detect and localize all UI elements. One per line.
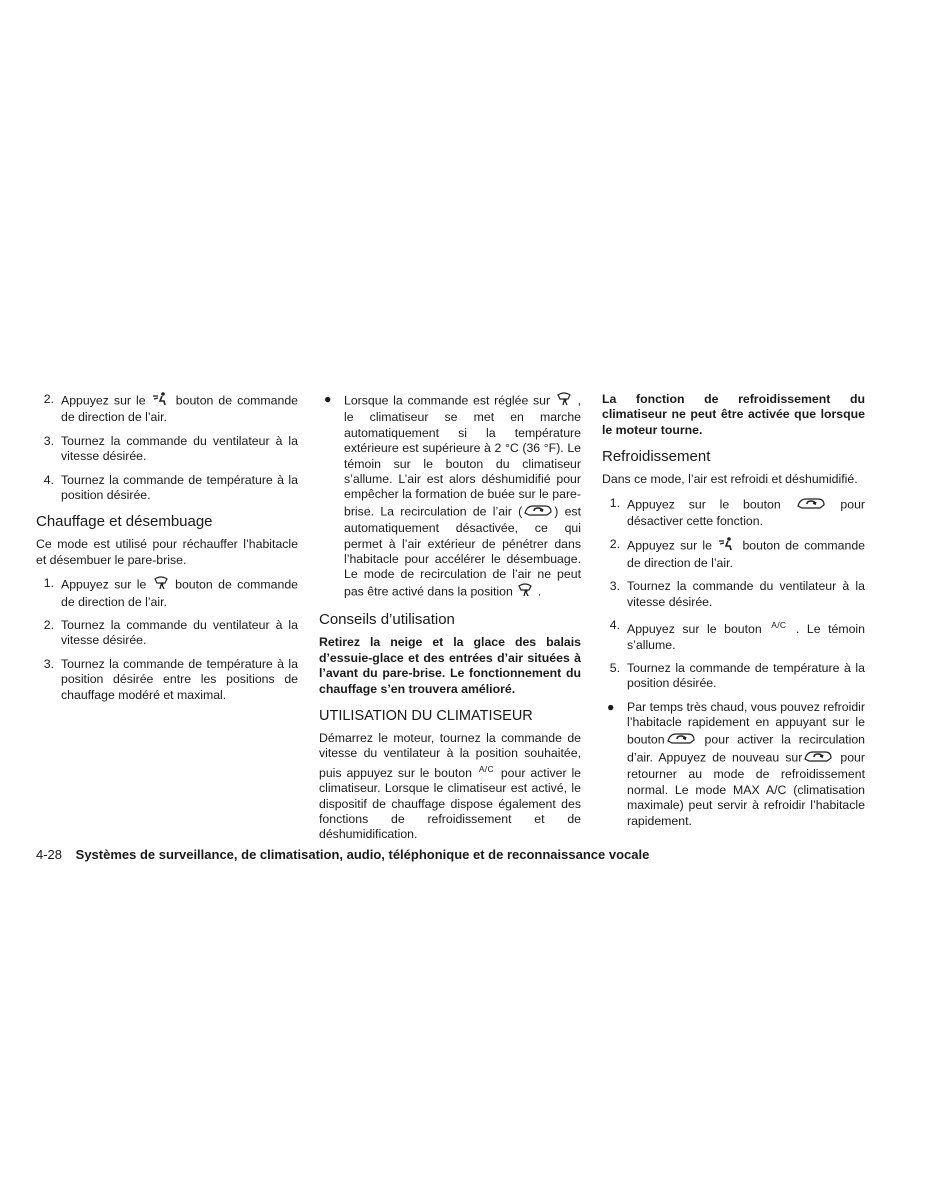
vent-direction-icon <box>718 537 736 555</box>
ac-button-label: A/C <box>771 620 787 631</box>
list-item: 4. Appuyez sur le bouton A/C . Le témoin s’allume. <box>609 618 866 652</box>
defrost-floor-icon <box>556 392 572 410</box>
section-heading: Conseils d’utilisation <box>319 611 455 629</box>
bullet-item: ● Par temps très chaud, vous pouvez refroidir l’habitacle rapidement en appuyant sur le bouton pour activer la recirculation d’air. Appuyez de nouveau sur pour retourner au mode de refroidissement normal. Le mode MAX A/C (climatisation maximale) peut servir à refroidir l’habitacle rapidement. <box>607 699 865 828</box>
list-item: 2. Appuyez sur le bouton de commande de direction de l’air. <box>609 537 866 570</box>
list-item: 1. Appuyez sur le bouton de commande de direction de l’air. <box>43 576 299 609</box>
section-heading: Refroidissement <box>602 448 711 466</box>
list-item: 1. Appuyez sur le bouton pour désactiver cette fonction. <box>609 495 866 529</box>
list-item: 2. Appuyez sur le bouton de commande de direction de l’air. <box>43 392 299 425</box>
bullet-item: ● Lorsque la commande est réglée sur , le climatiseur se met en marche automatiquement si la température extérieure est supérieure à 2 °C (36 °F). Le témoin sur le bouton du climatiseur s’allume. L’air est alors déshumidifié pour empêcher la formation de buée sur le pare-brise. La recirculation de l’air ( ) est automatiquement désactivée, ce qui permet à l’air extérieur de pénétrer dans l’habitacle pour accélérer le désembuage. Le mode de recirculation de l’air ne peut pas être activé dans la position . <box>319 392 581 601</box>
page-footer <box>36 847 896 863</box>
bold-note: Retirez la neige et la glace des balais d’essuie-glace et des entrées d’air situées à l’avant du pare-brise. Le fonctionnement du chauffage s’en trouvera amélioré. <box>319 635 581 696</box>
bullet: ● <box>324 392 332 406</box>
paragraph: Démarrez le moteur, tournez la commande de vitesse du ventilateur à la position souhaitée, puis appuyez sur le bouton A/C pour activer le climatiseur. Lorsque le climatiseur est activé, le dispositif de chauffage dispose également des fonctions de refroidissement et de déshumidification. <box>319 730 582 842</box>
page-number: 4-28 <box>36 847 63 862</box>
recirculation-icon <box>523 503 553 521</box>
list-item: 3. Tournez la commande de température à la position désirée entre les positions de chauffage modéré et maximal. <box>43 656 298 702</box>
column-middle <box>319 392 581 851</box>
bullet: ● <box>607 699 615 714</box>
list-item: 2. Tournez la commande du ventilateur à la vitesse désirée. <box>43 618 298 648</box>
recirculation-icon <box>666 731 696 749</box>
column-right <box>602 392 865 837</box>
column-left <box>36 392 298 711</box>
ac-button-label: A/C <box>478 763 494 774</box>
defrost-floor-icon <box>153 576 169 594</box>
list-item: 3. Tournez la commande du ventilateur à la vitesse désirée. <box>609 579 865 609</box>
list-item: 5. Tournez la commande de température à la position désirée. <box>609 660 865 691</box>
list-item: 3. Tournez la commande du ventilateur à la vitesse désirée. <box>43 433 298 464</box>
section-heading: UTILISATION DU CLIMATISEUR <box>319 707 533 724</box>
bold-note: La fonction de refroidissement du climatiseur ne peut être activée que lorsque le moteur tourne. <box>602 392 865 437</box>
chapter-title: Systèmes de surveillance, de climatisation, audio, téléphonique et de reconnaissance vocale <box>75 847 650 862</box>
paragraph: Ce mode est utilisé pour réchauffer l’habitacle et désembuer le pare-brise. <box>36 537 298 567</box>
vent-direction-icon <box>152 392 170 410</box>
recirculation-icon <box>803 749 833 767</box>
paragraph: Dans ce mode, l’air est refroidi et déshumidifié. <box>602 472 858 487</box>
list-item: 4. Tournez la commande de température à la position désirée. <box>43 472 298 503</box>
defrost-floor-icon <box>517 583 533 601</box>
recirculation-icon <box>796 496 826 514</box>
section-heading: Chauffage et désembuage <box>36 513 213 531</box>
